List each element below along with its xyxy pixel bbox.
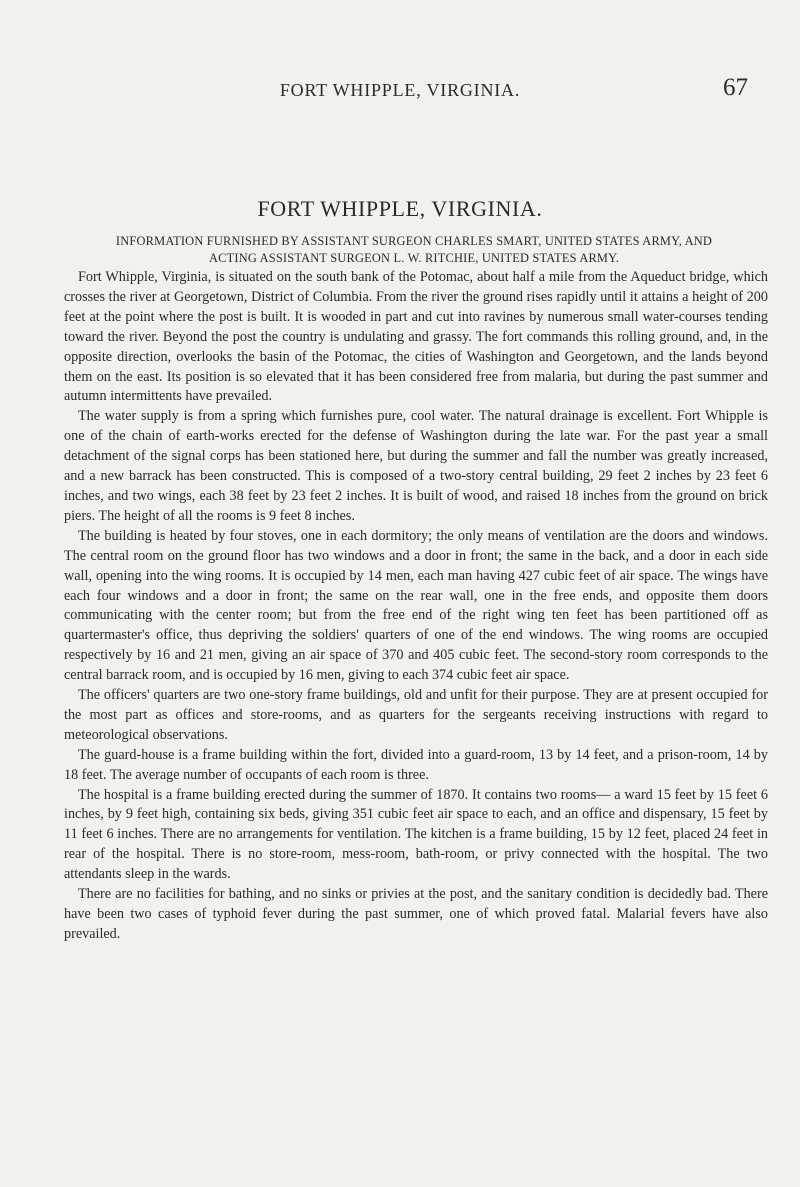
paragraph-location: Fort Whipple, Virginia, is situated on the south bank of the Potomac, about half a mile from the Aqueduct bridge, which crosses the river at Georgetown, District of Columbia. From the river the ground rises rapidly until it attains a height of 200 feet at the point where the post is built. It is wooded in part and cut into ravines by numerous small water-courses tending toward the river. Beyond the post the country is undulating and grassy. The fort commands this rolling ground, and, in the opposite direction, overlooks the basin of the Potomac, the cities of Washington and Georgetown, and the lands beyond them on the east. Its position is so elevated that it has been considered free from malaria, but during the past summer and autumn intermittents have prevailed. <box>64 269 768 405</box>
paragraph-heating-ventilation: The building is heated by four stoves, one in each dormitory; the only means of ventilation are the doors and windows. The central room on the ground floor has two windows and a door in front; the same in the back, and a door in each side wall, opening into the wing rooms. It is occupied by 14 men, each man having 427 cubic feet of air space. The wings have each four windows and a door in front; the same on the rear wall, one in the free ends, and opposite them doors communicating with the center room; but from the free end of the right wing ten feet has been partitioned off as quartermaster's office, thus depriving the soldiers' quarters of one of the end windows. The wing rooms are occupied respectively by 16 and 21 men, giving an air space of 370 and 405 cubic feet. The second-story room corresponds to the central barrack room, and is occupied by 16 men, giving to each 374 cubic feet air space. <box>64 527 768 684</box>
byline-line-1: INFORMATION FURNISHED BY ASSISTANT SURGEON CHARLES SMART, UNITED STATES ARMY, AND <box>115 234 713 248</box>
paragraph-officers-quarters: The officers' quarters are two one-story frame buildings, old and unfit for their purpose. They are at present occupied for the most part as offices and store-rooms, and as quarters for the sergeants receiving instructions with regard to meteorological observations. <box>64 687 768 743</box>
running-header <box>0 76 800 106</box>
paragraph-water-barracks: The water supply is from a spring which furnishes pure, cool water. The natural drainage is excellent. Fort Whipple is one of the chain of earth-works erected for the defense of Washington during the late war. For the past year a small detachment of the signal corps has been stationed here, but during the summer and fall the number was greatly increased, and a new barrack has been constructed. This is composed of a two-story central building, 29 feet 2 inches by 23 feet 6 inches, and two wings, each 38 feet by 23 feet 2 inches. It is built of wood, and raised 18 inches from the ground on brick piers. The height of all the rooms is 9 feet 8 inches. <box>64 408 768 524</box>
paragraph-sanitary: There are no facilities for bathing, and no sinks or privies at the post, and the sanitary condition is decidedly bad. There have been two cases of typhoid fever during the past summer, one of which proved fatal. Malarial fevers have also prevailed. <box>64 886 768 942</box>
byline <box>64 233 764 267</box>
paragraph-guard-house: The guard-house is a frame building within the fort, divided into a guard-room, 13 by 14 feet, and a prison-room, 14 by 18 feet. The average number of occupants of each room is three. <box>64 746 768 783</box>
article-body <box>64 268 768 945</box>
byline-line-2: ACTING ASSISTANT SURGEON L. W. RITCHIE, UNITED STATES ARMY. <box>208 251 619 265</box>
paragraph-hospital: The hospital is a frame building erected during the summer of 1870. It contains two rooms— a ward 15 feet by 15 feet 6 inches, by 9 feet high, containing six beds, giving 351 cubic feet air space to each, and an office and dispensary, 15 feet by 11 feet 6 inches. There are no arrangements for ventilation. The kitchen is a frame building, 15 by 12 feet, placed 24 feet in rear of the hospital. There is no store-room, mess-room, bath-room, or privy connected with the hospital. The two attendants sleep in the wards. <box>64 786 768 883</box>
running-title: FORT WHIPPLE, VIRGINIA. <box>279 80 521 100</box>
page-number: 67 <box>723 74 748 101</box>
article-title: FORT WHIPPLE, VIRGINIA. <box>257 196 543 221</box>
